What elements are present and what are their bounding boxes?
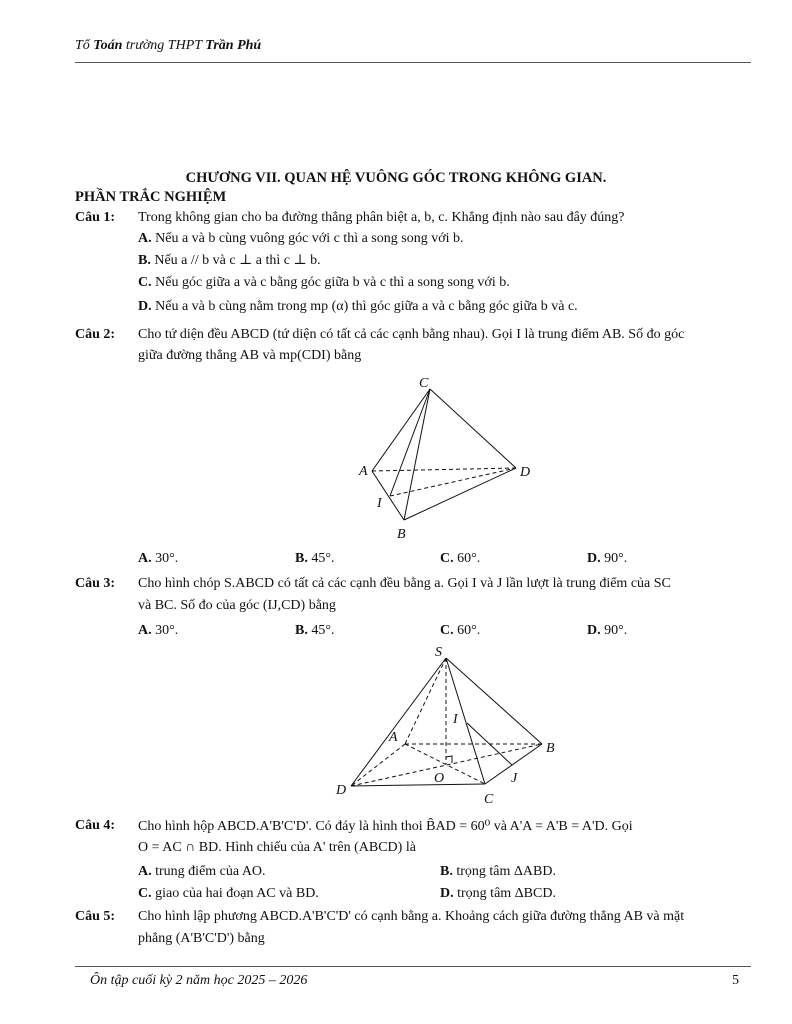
header-prefix: Tổ	[75, 38, 94, 53]
q4-option-a	[138, 864, 266, 880]
q3-option-b-text: 45°.	[307, 623, 335, 638]
q2-label: Câu 2:	[75, 327, 116, 342]
q4-option-a-text: trung điểm của AO.	[151, 864, 266, 879]
q4-stem-line2: O = AC ∩ BD. Hình chiếu của A' trên (ABCD) là	[138, 840, 416, 855]
q1-option-a	[138, 231, 464, 247]
edge-cd	[430, 389, 516, 468]
q1-option-d-text: Nếu a và b cùng nằm trong mp (α) thì góc giữa a và c bằng góc giữa b và c.	[151, 299, 578, 314]
q2-option-d-text: 90°.	[600, 551, 628, 566]
q2-option-a	[138, 551, 178, 567]
edge-ad-hidden	[372, 468, 516, 471]
label-d: D	[336, 783, 347, 798]
q4-option-b	[440, 864, 556, 880]
q3-option-c	[440, 623, 480, 639]
q4-option-c	[138, 886, 319, 902]
q1-label: Câu 1:	[75, 210, 116, 225]
header-rule	[75, 62, 751, 63]
q3-option-d-text: 90°.	[600, 623, 628, 638]
label-a: A	[389, 730, 398, 745]
label-b: B	[397, 527, 406, 542]
label-c: C	[484, 792, 494, 807]
q3-option-a-text: 30°.	[151, 623, 179, 638]
label-j: J	[511, 771, 518, 786]
q1-option-b	[138, 252, 321, 269]
page-number: 5	[732, 973, 739, 988]
q4-option-b-key: B.	[440, 864, 453, 879]
right-angle-mark	[446, 756, 452, 763]
q4-stem-line1: Cho hình hộp ABCD.A'B'C'D'. Có đáy là hình thoi B̂AD = 60⁰ và A'A = A'B = A'D. Gọi	[138, 819, 633, 834]
q1-option-c-text: Nếu góc giữa a và c bằng góc giữa b và c thì a song song với b.	[151, 275, 510, 290]
label-o: O	[434, 771, 445, 786]
label-s: S	[435, 645, 442, 660]
q1-option-c	[138, 275, 510, 291]
q5-stem-line1: Cho hình lập phương ABCD.A'B'C'D' có cạnh bằng a. Khoảng cách giữa đường thẳng AB và mặt	[138, 909, 685, 924]
q3-option-b	[295, 623, 334, 639]
q3-option-d-key: D.	[587, 623, 601, 638]
label-c: C	[419, 376, 429, 391]
q2-option-b-key: B.	[295, 551, 308, 566]
q3-option-c-text: 60°.	[453, 623, 481, 638]
page-header	[75, 38, 261, 54]
edge-sd	[351, 658, 446, 786]
q1-stem: Trong không gian cho ba đường thẳng phân biệt a, b, c. Khẳng định nào sau đây đúng?	[138, 210, 625, 225]
q5-label: Câu 5:	[75, 909, 116, 924]
pyramid-figure	[330, 640, 570, 810]
q5-stem-line2: phẳng (A'B'C'D') bằng	[138, 931, 265, 946]
edge-id-hidden	[390, 468, 516, 496]
label-a: A	[359, 464, 368, 479]
header-middle: trường THPT	[122, 38, 206, 53]
q2-stem-line1: Cho tứ diện đều ABCD (tứ diện có tất cả các cạnh bằng nhau). Gọi I là trung điểm AB. Số đo góc	[138, 327, 685, 342]
q2-option-a-key: A.	[138, 551, 152, 566]
q3-option-b-key: B.	[295, 623, 308, 638]
edge-bd	[404, 468, 516, 520]
edge-cb	[404, 389, 430, 520]
q4-option-d-key: D.	[440, 886, 454, 901]
header-subject: Toán	[93, 38, 123, 53]
q4-option-c-text: giao của hai đoạn AC và BD.	[151, 886, 319, 901]
footer-text: Ôn tập cuối kỳ 2 năm học 2025 – 2026	[90, 973, 308, 988]
q1-option-b-key: B.	[138, 253, 151, 268]
q2-option-c-key: C.	[440, 551, 454, 566]
tetrahedron-figure	[340, 370, 560, 545]
q4-option-a-key: A.	[138, 864, 152, 879]
edge-sb	[446, 658, 542, 744]
q2-option-d-key: D.	[587, 551, 601, 566]
q4-option-d	[440, 886, 556, 902]
q1-option-d-key: D.	[138, 299, 152, 314]
label-i: I	[377, 496, 382, 511]
section-title: PHẦN TRẮC NGHIỆM	[75, 189, 227, 205]
edge-ac-hidden	[405, 744, 485, 784]
q4-option-c-key: C.	[138, 886, 152, 901]
q1-option-c-key: C.	[138, 275, 152, 290]
q3-stem-line2: và BC. Số đo của góc (IJ,CD) bằng	[138, 598, 336, 613]
q1-option-b-text: Nếu a // b và c ⊥ a thì c ⊥ b.	[150, 253, 321, 268]
q3-option-a	[138, 623, 178, 639]
q3-label: Câu 3:	[75, 576, 116, 591]
footer-rule	[75, 966, 751, 967]
edge-ci	[390, 389, 430, 496]
edge-sc	[446, 658, 485, 784]
q2-option-d	[587, 551, 627, 567]
q3-option-d	[587, 623, 627, 639]
q3-option-c-key: C.	[440, 623, 454, 638]
chapter-title: CHƯƠNG VII. QUAN HỆ VUÔNG GÓC TRONG KHÔNG GIAN.	[185, 170, 607, 186]
q3-stem-line1: Cho hình chóp S.ABCD có tất cả các cạnh đều bằng a. Gọi I và J lần lượt là trung điểm của SC	[138, 576, 671, 591]
q1-option-a-key: A.	[138, 231, 152, 246]
q1-option-d	[138, 299, 578, 315]
q2-stem-line2: giữa đường thẳng AB và mp(CDI) bằng	[138, 348, 362, 363]
label-i: I	[453, 712, 458, 727]
q4-label: Câu 4:	[75, 818, 116, 833]
q2-option-a-text: 30°.	[151, 551, 179, 566]
edge-dc	[351, 784, 485, 786]
label-d: D	[520, 465, 531, 480]
q4-option-b-text: trọng tâm ΔABD.	[452, 864, 556, 879]
label-b: B	[546, 741, 555, 756]
header-school: Trần Phú	[205, 38, 262, 53]
q1-option-a-text: Nếu a và b cùng vuông góc với c thì a song song với b.	[151, 231, 464, 246]
q2-option-b	[295, 551, 334, 567]
q4-option-d-text: trọng tâm ΔBCD.	[453, 886, 556, 901]
q2-option-c-text: 60°.	[453, 551, 481, 566]
q2-option-c	[440, 551, 480, 567]
edge-ca	[372, 389, 430, 471]
q3-option-a-key: A.	[138, 623, 152, 638]
q2-option-b-text: 45°.	[307, 551, 335, 566]
edge-sa-hidden	[405, 658, 446, 744]
